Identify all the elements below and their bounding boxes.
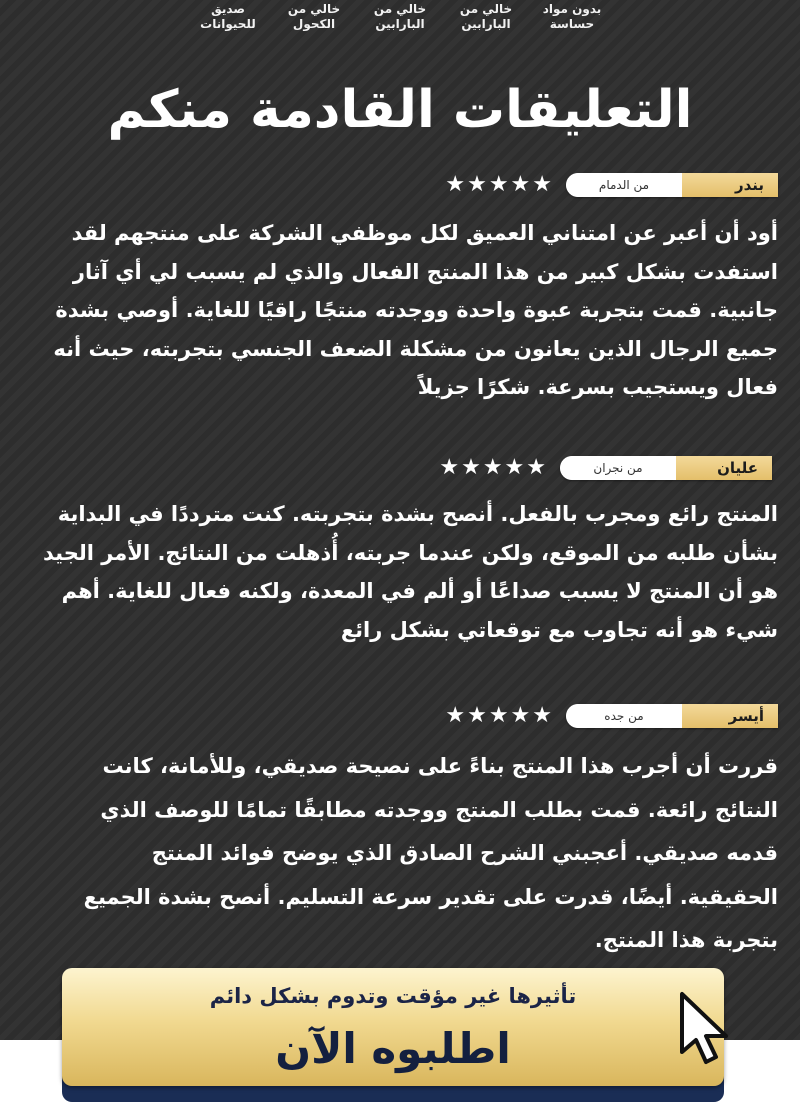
- feature-paraben-free-1: خالي من البارابين: [459, 2, 513, 31]
- reviewer-name: بندر: [682, 173, 778, 197]
- cursor-pointer-icon: [676, 990, 740, 1066]
- button-face[interactable]: [62, 968, 724, 1086]
- rating-stars: ★★★★★: [445, 172, 554, 197]
- reviewer-city: من جده: [566, 704, 682, 728]
- cta-label[interactable]: اطلبوه الآن: [275, 1024, 511, 1073]
- reviewer-city: من الدمام: [566, 173, 682, 197]
- reviewer-name: أيسر: [682, 704, 778, 728]
- rating-stars: ★★★★★: [439, 455, 548, 480]
- rating-stars: ★★★★★: [445, 703, 554, 728]
- review-header: [445, 172, 778, 198]
- review-text: أود أن أعبر عن امتناني العميق لكل موظفي الشركة على منتجهم لقد استفدت بشكل كبير من هذا المنتج الفعال والذي لم يسبب لي أي آثار جانبية. قمت بتجربة عبوة واحدة ووجدته منتجًا راقيًا للغاية. أوصي بشدة جميع الرجال الذين يعانون من مشكلة الضعف الجنسي بتجربته، حيث أنه فعال ويستجيب بسرعة. شكرًا جزيلاً: [53, 221, 778, 399]
- review-header: [445, 703, 778, 729]
- cta-subtitle: تأثيرها غير مؤقت وتدوم بشكل دائم: [209, 984, 577, 1008]
- reviewer-city: من نجران: [560, 456, 676, 480]
- reviewer-badge: [566, 704, 778, 728]
- review-text: قررت أن أجرب هذا المنتج بناءً على نصيحة صديقي، وللأمانة، كانت النتائج رائعة. قمت بطلب المنتج ووجدته مطابقًا تمامًا للوصف الذي قدمه صديقي. أعجبني الشرح الصادق الذي يوضح فوائد المنتج الحقيقية. أيضًا، قدرت على تقدير سرعة التسليم. أنصح بشدة الجميع بتجربة هذا المنتج.: [83, 754, 778, 952]
- features-strip: [190, 2, 610, 38]
- review-header: [439, 455, 772, 481]
- reviewer-name: عليان: [676, 456, 772, 480]
- feature-alcohol-free: خالي من الكحول: [287, 2, 341, 31]
- review-text: المنتج رائع ومجرب بالفعل. أنصح بشدة بتجربته. كنت مترددًا في البداية بشأن طلبه من الموقع، ولكن عندما جربته، أُذهلت من النتائج. الأمر الجيد هو أن المنتج لا يسبب صداعًا أو ألم في المعدة، ولكنه فعال للغاية. أهم شيء هو أنه تجاوب مع توقعاتي بشكل رائع: [43, 502, 778, 642]
- page-title: التعليقات القادمة منكم: [107, 80, 693, 140]
- order-now-button[interactable]: [62, 968, 724, 1102]
- reviewer-badge: [560, 456, 772, 480]
- feature-animal-friendly: صديق للحيوانات: [200, 2, 256, 31]
- reviewer-badge: [566, 173, 778, 197]
- feature-paraben-free-2: خالي من البارابين: [373, 2, 427, 31]
- feature-no-sensitive: بدون مواد حساسة: [542, 2, 602, 31]
